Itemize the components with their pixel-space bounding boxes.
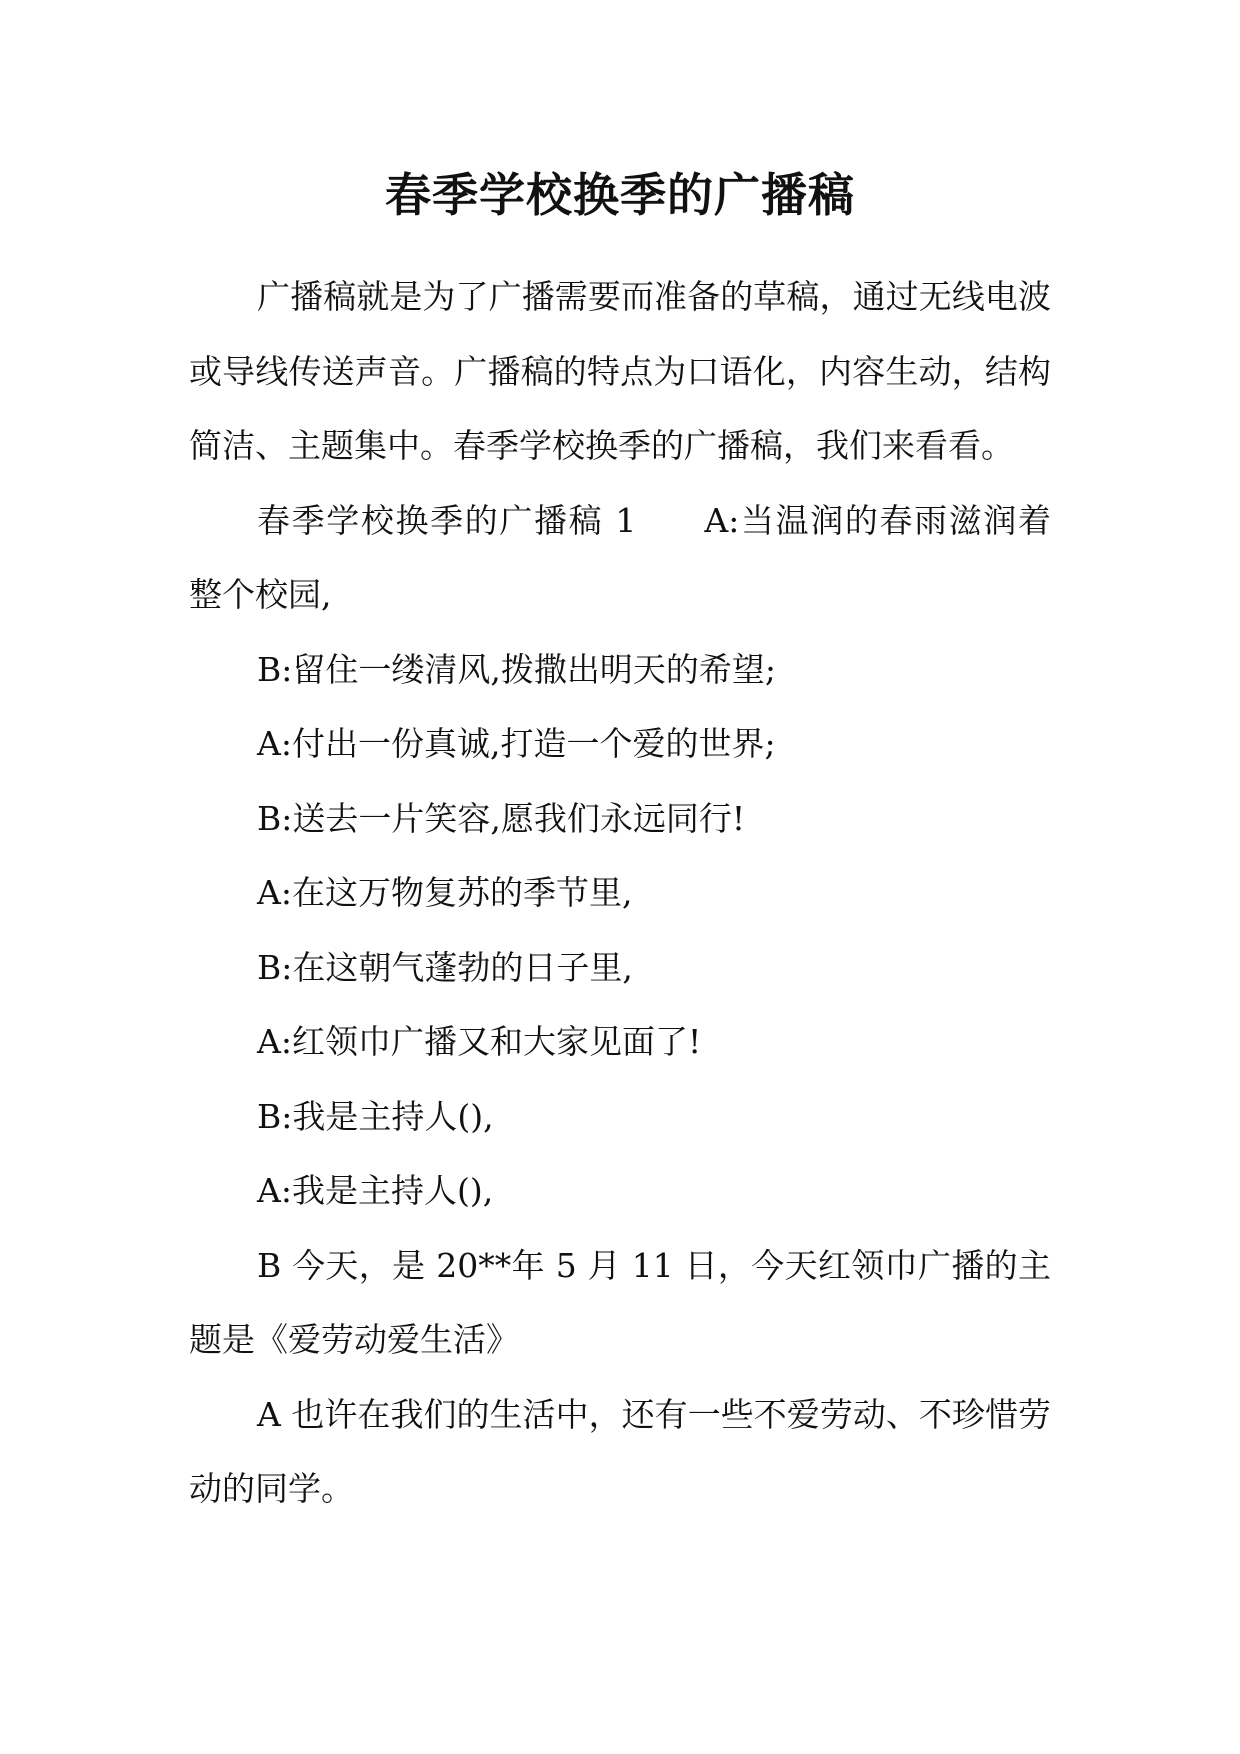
document-title: 春季学校换季的广播稿	[385, 168, 855, 222]
script-line: A:我是主持人(),	[257, 1171, 494, 1210]
script-line: A:红领巾广播又和大家见面了!	[257, 1022, 702, 1061]
section-first-line: A:当温润的春雨滋润着整个校园,	[189, 500, 1051, 614]
script-line: B:我是主持人(),	[257, 1096, 494, 1136]
document-body	[189, 260, 1051, 1527]
section-1-paragraph	[189, 484, 1051, 633]
script-line: B:在这朝气蓬勃的日子里,	[257, 947, 633, 987]
script-line: B 今天，是 20**年 5 月 11 日，今天红领巾广播的主题是《爱劳动爱生活》	[189, 1245, 1051, 1359]
script-line: A:在这万物复苏的季节里,	[257, 873, 633, 912]
script-line: A 也许在我们的生活中，还有一些不爱劳动、不珍惜劳动的同学。	[189, 1394, 1051, 1508]
script-line: B:送去一片笑容,愿我们永远同行!	[257, 798, 746, 838]
section-heading: 春季学校换季的广播稿 1	[257, 500, 637, 540]
intro-paragraph: 广播稿就是为了广播需要而准备的草稿，通过无线电波或导线传送声音。广播稿的特点为口语化，内容生动，结构简洁、主题集中。春季学校换季的广播稿，我们来看看。	[189, 277, 1051, 465]
script-line: A:付出一份真诚,打造一个爱的世界;	[257, 724, 776, 763]
script-line: B:留住一缕清风,拨撒出明天的希望;	[257, 649, 776, 689]
